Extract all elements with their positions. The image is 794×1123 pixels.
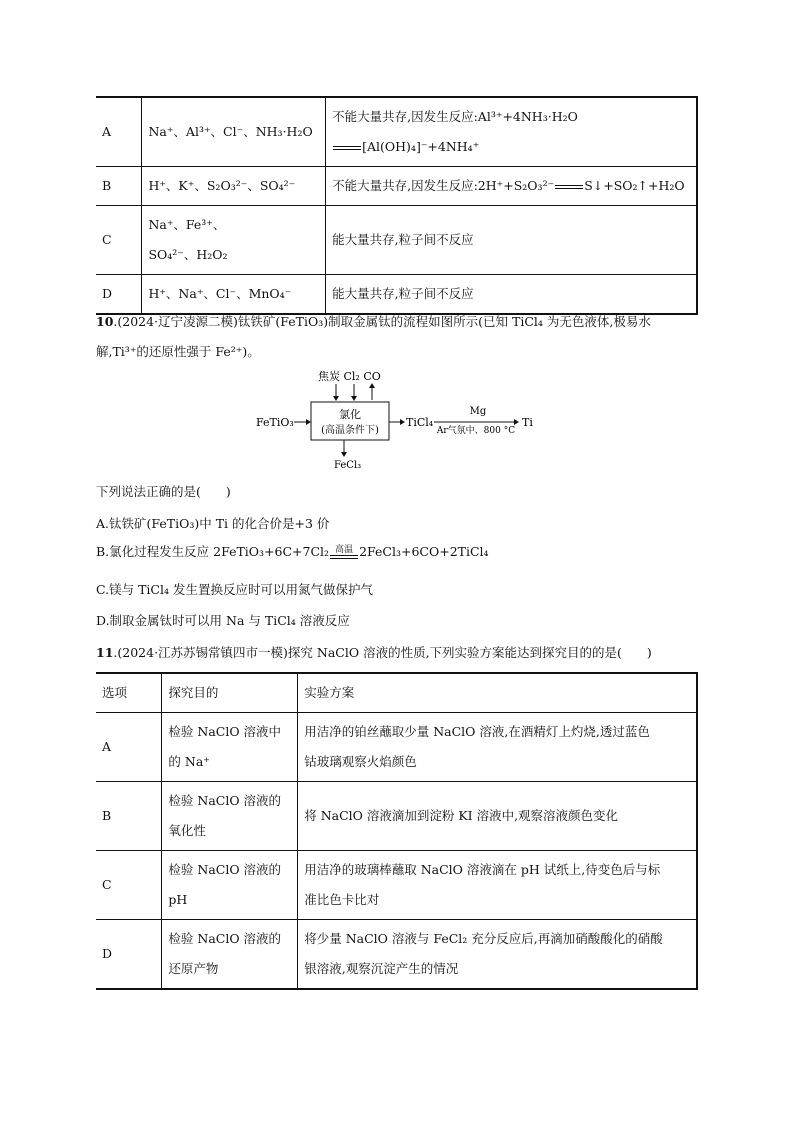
inputs-top-label: 焦炭 Cl₂ CO	[318, 370, 381, 383]
q10-option-d: D.制取金属钛时可以用 Na 与 TiCl₄ 溶液反应	[96, 613, 350, 628]
equals-sign	[333, 146, 361, 150]
plan-cell: 将 NaClO 溶液滴加到淀粉 KI 溶液中,观察溶液颜色变化	[298, 782, 697, 851]
ions-cell: H⁺、Na⁺、Cl⁻、MnO₄⁻	[142, 275, 326, 315]
desc-cell: 能大量共存,粒子间不反应	[326, 275, 697, 315]
row-label: D	[96, 920, 162, 990]
table-header-row	[96, 673, 697, 713]
feed-label: FeTiO₃	[256, 416, 294, 429]
plan-cell: 用洁净的铂丝蘸取少量 NaClO 溶液,在酒精灯上灼烧,透过蓝色 钴玻璃观察火焰颜色	[298, 713, 697, 782]
table-row	[96, 97, 697, 167]
equals-sign	[555, 185, 583, 189]
table-row	[96, 275, 697, 315]
table-row	[96, 920, 697, 990]
product-label: Ti	[522, 416, 533, 429]
q10-prompt: 下列说法正确的是( )	[96, 484, 231, 499]
plan-cell: 将少量 NaClO 溶液与 FeCl₂ 充分反应后,再滴加硝酸酸化的硝酸 银溶液,观察沉淀产生的情况	[298, 920, 697, 990]
desc-cell: 能大量共存,粒子间不反应	[326, 206, 697, 275]
header-option: 选项	[96, 673, 162, 713]
desc-line: 不能大量共存,因发生反应:Al³⁺+4NH₃·H₂O	[332, 109, 578, 124]
box-title: 氯化	[339, 408, 361, 421]
ion-coexistence-table	[96, 96, 698, 315]
purpose-cell: 检验 NaClO 溶液的 还原产物	[162, 920, 298, 990]
ions-cell: Na⁺、Fe³⁺、 SO₄²⁻、H₂O₂	[142, 206, 326, 275]
intermediate-label: TiCl₄	[406, 416, 434, 429]
arrowhead	[351, 396, 357, 401]
q10-stem-line2: 解,Ti³⁺的还原性强于 Fe²⁺)。	[96, 344, 260, 359]
ions-cell: H⁺、K⁺、S₂O₃²⁻、SO₄²⁻	[142, 167, 326, 206]
reaction-condition: Ar气氛中、800 °C	[436, 426, 516, 436]
q10-option-c: C.镁与 TiCl₄ 发生置换反应时可以用氮气做保护气	[96, 582, 373, 597]
box-subtitle: (高温条件下)	[321, 425, 379, 436]
header-purpose: 探究目的	[162, 673, 298, 713]
header-plan: 实验方案	[298, 673, 697, 713]
arrowhead	[306, 419, 311, 425]
row-label: C	[96, 206, 142, 275]
desc-line: [Al(OH)₄]⁻+4NH₄⁺	[362, 139, 480, 154]
experiment-table	[96, 672, 698, 990]
purpose-cell: 检验 NaClO 溶液的 pH	[162, 851, 298, 920]
reaction-reagent: Mg	[469, 406, 487, 417]
process-flow-diagram	[256, 366, 546, 472]
row-label: C	[96, 851, 162, 920]
purpose-cell: 检验 NaClO 溶液的 氧化性	[162, 782, 298, 851]
row-label: D	[96, 275, 142, 315]
table-row	[96, 713, 697, 782]
arrowhead	[400, 419, 405, 425]
table-row	[96, 782, 697, 851]
row-label: B	[96, 167, 142, 206]
question-number: 11	[96, 645, 114, 660]
q11-stem: 11.(2024·江苏苏锡常镇四市一模)探究 NaClO 溶液的性质,下列实验方案能达到探究目的的是( )	[96, 645, 652, 660]
desc-line: 不能大量共存,因发生反应:2H⁺+S₂O₃²⁻	[332, 178, 555, 193]
ions-cell: Na⁺、Al³⁺、Cl⁻、NH₃·H₂O	[142, 97, 326, 167]
row-label: B	[96, 782, 162, 851]
arrowhead	[333, 396, 339, 401]
desc-line: S↓+SO₂↑+H₂O	[584, 178, 685, 193]
purpose-cell: 检验 NaClO 溶液中 的 Na⁺	[162, 713, 298, 782]
desc-cell	[326, 97, 697, 167]
row-label: A	[96, 713, 162, 782]
arrowhead	[341, 452, 347, 457]
arrowhead	[369, 383, 375, 388]
table-row	[96, 167, 697, 206]
arrowhead	[514, 419, 519, 425]
reaction-condition-arrow: 高温	[330, 546, 358, 559]
row-label: A	[96, 97, 142, 167]
plan-cell: 用洁净的玻璃棒蘸取 NaClO 溶液滴在 pH 试纸上,待变色后与标 准比色卡比对	[298, 851, 697, 920]
q10-option-a: A.钛铁矿(FeTiO₃)中 Ti 的化合价是+3 价	[96, 516, 330, 531]
byproduct-label: FeCl₃	[334, 460, 362, 471]
desc-cell	[326, 167, 697, 206]
table-row	[96, 851, 697, 920]
q10-option-b: B.氯化过程发生反应 2FeTiO₃+6C+7Cl₂ 高温 2FeCl₃+6CO+2TiCl₄	[96, 544, 489, 559]
question-number: 10	[96, 314, 114, 329]
table-row	[96, 206, 697, 275]
q10-stem-line1: 10.(2024·辽宁凌源二模)钛铁矿(FeTiO₃)制取金属钛的流程如图所示(已知 TiCl₄ 为无色液体,极易水	[96, 314, 651, 329]
